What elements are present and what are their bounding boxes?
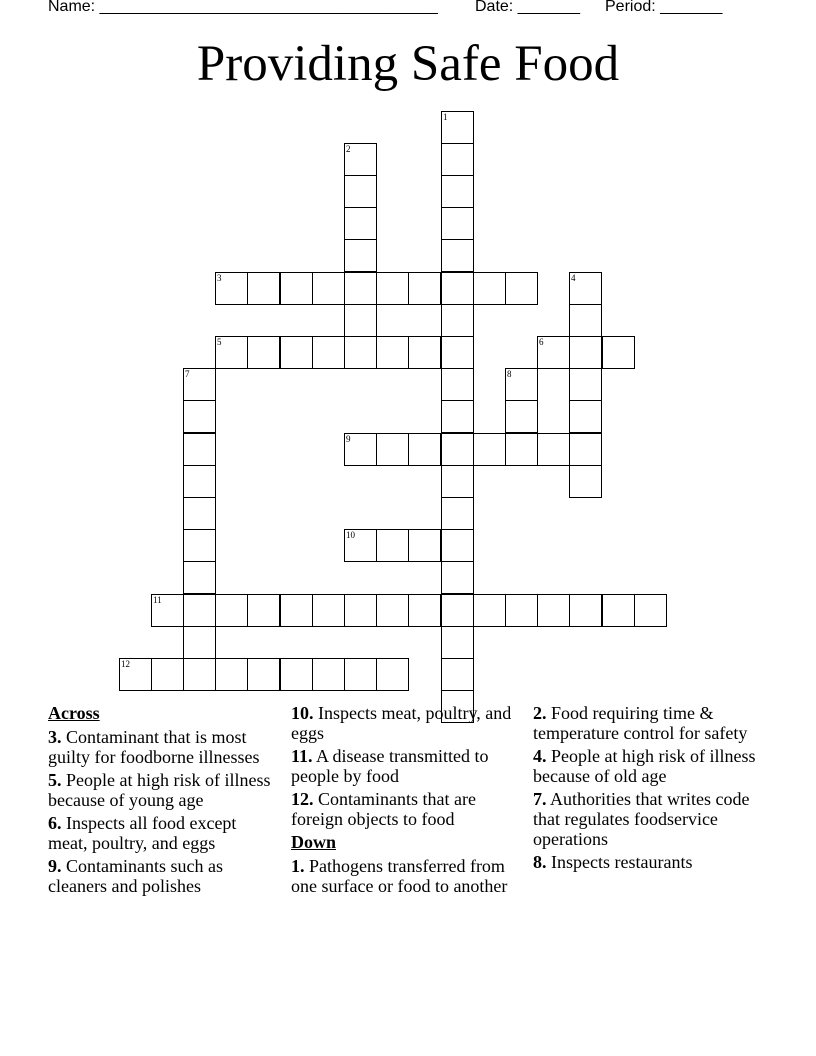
crossword-cell[interactable]: [441, 336, 474, 369]
crossword-cell[interactable]: [215, 658, 248, 691]
clue-text: Pathogens transferred from one surface or food to another: [291, 856, 508, 896]
crossword-cell[interactable]: [569, 594, 602, 627]
crossword-cell[interactable]: [280, 272, 313, 305]
page-title: Providing Safe Food: [196, 36, 620, 92]
crossword-cell[interactable]: [280, 336, 313, 369]
crossword-cell[interactable]: [505, 594, 538, 627]
crossword-cell[interactable]: [376, 433, 409, 466]
crossword-cell[interactable]: [215, 594, 248, 627]
crossword-cell[interactable]: [344, 143, 377, 176]
clue-number: 8: [507, 369, 512, 379]
crossword-cell[interactable]: [408, 433, 441, 466]
crossword-cell[interactable]: [151, 594, 184, 627]
across-clue-list-continued: [291, 703, 519, 829]
crossword-cell[interactable]: [441, 143, 474, 176]
crossword-cell[interactable]: [441, 626, 474, 659]
crossword-cell[interactable]: [441, 111, 474, 144]
crossword-cell[interactable]: [441, 207, 474, 240]
clue-number-label: 12.: [291, 789, 314, 809]
clue-number: 9: [346, 434, 351, 444]
crossword-cell[interactable]: [441, 368, 474, 401]
clue-number-label: 7.: [533, 789, 547, 809]
crossword-cell[interactable]: [247, 658, 280, 691]
clue-item: [48, 727, 276, 767]
crossword-cell[interactable]: [344, 304, 377, 337]
crossword-cell[interactable]: [473, 594, 506, 627]
clue-text: Contaminant that is most guilty for foodborne illnesses: [48, 727, 260, 767]
crossword-cell[interactable]: [441, 433, 474, 466]
crossword-cell[interactable]: [505, 433, 538, 466]
clue-number: 7: [185, 369, 190, 379]
crossword-cell[interactable]: [183, 433, 216, 466]
crossword-cell[interactable]: [441, 400, 474, 433]
clue-number-label: 10.: [291, 703, 314, 723]
down-clue-list: [291, 856, 519, 896]
down-clue-list-continued: [533, 703, 761, 872]
crossword-cell[interactable]: [376, 529, 409, 562]
crossword-cell[interactable]: [441, 175, 474, 208]
crossword-cell[interactable]: [183, 658, 216, 691]
crossword-cell[interactable]: [569, 465, 602, 498]
crossword-cell[interactable]: [441, 272, 474, 305]
clues-column-1: [48, 703, 276, 899]
crossword-cell[interactable]: [344, 433, 377, 466]
crossword-cell[interactable]: [602, 336, 635, 369]
crossword-cell[interactable]: [344, 239, 377, 272]
crossword-cell[interactable]: [312, 658, 345, 691]
crossword-cell[interactable]: [441, 594, 474, 627]
crossword-cell[interactable]: [119, 658, 152, 691]
crossword-cell[interactable]: [183, 497, 216, 530]
crossword-cell[interactable]: [537, 336, 570, 369]
name-field[interactable]: Name: ______________________________________: [48, 0, 438, 15]
clue-text: Authorities that writes code that regulates foodservice operations: [533, 789, 750, 849]
crossword-cell[interactable]: [344, 175, 377, 208]
crossword-cell[interactable]: [344, 594, 377, 627]
clue-item: [291, 703, 519, 743]
crossword-cell[interactable]: [376, 594, 409, 627]
clue-item: [48, 770, 276, 810]
crossword-cell[interactable]: [569, 433, 602, 466]
crossword-cell[interactable]: [569, 336, 602, 369]
clue-number-label: 9.: [48, 856, 62, 876]
crossword-cell[interactable]: [183, 529, 216, 562]
clue-number: 10: [346, 530, 355, 540]
crossword-cell[interactable]: [344, 658, 377, 691]
crossword-cell[interactable]: [408, 336, 441, 369]
crossword-cell[interactable]: [215, 272, 248, 305]
clue-number: 2: [346, 144, 351, 154]
crossword-cell[interactable]: [408, 529, 441, 562]
clue-item: [291, 746, 519, 786]
clue-text: A disease transmitted to people by food: [291, 746, 489, 786]
crossword-cell[interactable]: [441, 529, 474, 562]
clue-text: People at high risk of illness because of young age: [48, 770, 271, 810]
clue-number-label: 1.: [291, 856, 305, 876]
clue-number: 1: [443, 112, 448, 122]
clue-number-label: 6.: [48, 813, 62, 833]
clue-number-label: 4.: [533, 746, 547, 766]
crossword-cell[interactable]: [569, 368, 602, 401]
clue-number: 4: [571, 273, 576, 283]
crossword-cell[interactable]: [247, 336, 280, 369]
clue-number: 3: [217, 273, 222, 283]
down-heading: Down: [291, 832, 337, 852]
crossword-cell[interactable]: [344, 272, 377, 305]
crossword-cell[interactable]: [183, 368, 216, 401]
period-field[interactable]: Period: _______: [605, 0, 723, 15]
clue-number-label: 5.: [48, 770, 62, 790]
crossword-cell[interactable]: [505, 368, 538, 401]
crossword-cell[interactable]: [408, 594, 441, 627]
crossword-cell[interactable]: [183, 465, 216, 498]
crossword-cell[interactable]: [441, 497, 474, 530]
crossword-cell[interactable]: [537, 594, 570, 627]
clue-text: Inspects meat, poultry, and eggs: [291, 703, 512, 743]
clue-number: 5: [217, 337, 222, 347]
crossword-cell[interactable]: [569, 400, 602, 433]
crossword-cell[interactable]: [441, 465, 474, 498]
crossword-cell[interactable]: [569, 272, 602, 305]
crossword-cell[interactable]: [441, 561, 474, 594]
crossword-cell[interactable]: [312, 594, 345, 627]
clue-number-label: 2.: [533, 703, 547, 723]
clue-item: [533, 852, 761, 872]
clues-column-2: [291, 703, 519, 899]
crossword-cell[interactable]: [505, 400, 538, 433]
crossword-cell[interactable]: [247, 272, 280, 305]
crossword-cell[interactable]: [151, 658, 184, 691]
clue-text: People at high risk of illness because of old age: [533, 746, 756, 786]
clue-number-label: 11.: [291, 746, 313, 766]
clue-item: [291, 856, 519, 896]
clue-number: 6: [539, 337, 544, 347]
clue-number: 11: [153, 595, 162, 605]
crossword-cell[interactable]: [247, 594, 280, 627]
clue-text: Inspects all food except meat, poultry, and eggs: [48, 813, 237, 853]
across-heading: Across: [48, 703, 100, 723]
clue-number: 12: [121, 659, 130, 669]
crossword-cell[interactable]: [569, 304, 602, 337]
crossword-cell[interactable]: [280, 594, 313, 627]
crossword-cell[interactable]: [376, 272, 409, 305]
clue-item: [291, 789, 519, 829]
crossword-cell[interactable]: [183, 400, 216, 433]
clue-text: Contaminants such as cleaners and polishes: [48, 856, 223, 896]
clue-number-label: 3.: [48, 727, 62, 747]
clue-item: [533, 703, 761, 743]
crossword-cell[interactable]: [215, 336, 248, 369]
crossword-cell[interactable]: [312, 272, 345, 305]
crossword-cell[interactable]: [537, 433, 570, 466]
crossword-cell[interactable]: [634, 594, 667, 627]
crossword-cell[interactable]: [344, 207, 377, 240]
crossword-cell[interactable]: [473, 433, 506, 466]
crossword-cell[interactable]: [183, 561, 216, 594]
clue-text: Contaminants that are foreign objects to food: [291, 789, 476, 829]
crossword-cell[interactable]: [312, 336, 345, 369]
clue-item: [48, 856, 276, 896]
crossword-cell[interactable]: [280, 658, 313, 691]
crossword-cell[interactable]: [473, 272, 506, 305]
crossword-cell[interactable]: [344, 336, 377, 369]
crossword-cell[interactable]: [183, 594, 216, 627]
crossword-cell[interactable]: [441, 658, 474, 691]
across-clue-list: [48, 727, 276, 896]
crossword-cell[interactable]: [376, 336, 409, 369]
crossword-cell[interactable]: [505, 272, 538, 305]
clue-item: [48, 813, 276, 853]
clue-number-label: 8.: [533, 852, 547, 872]
crossword-cell[interactable]: [408, 272, 441, 305]
crossword-cell[interactable]: [441, 239, 474, 272]
clue-item: [533, 746, 761, 786]
crossword-cell[interactable]: [441, 304, 474, 337]
clue-text: Inspects restaurants: [551, 852, 693, 872]
crossword-cell[interactable]: [376, 658, 409, 691]
crossword-cell[interactable]: [183, 626, 216, 659]
clue-item: [533, 789, 761, 849]
clues-column-3: [533, 703, 761, 875]
crossword-cell[interactable]: [344, 529, 377, 562]
clue-text: Food requiring time & temperature control for safety: [533, 703, 748, 743]
date-field[interactable]: Date: _______: [475, 0, 580, 15]
crossword-cell[interactable]: [602, 594, 635, 627]
